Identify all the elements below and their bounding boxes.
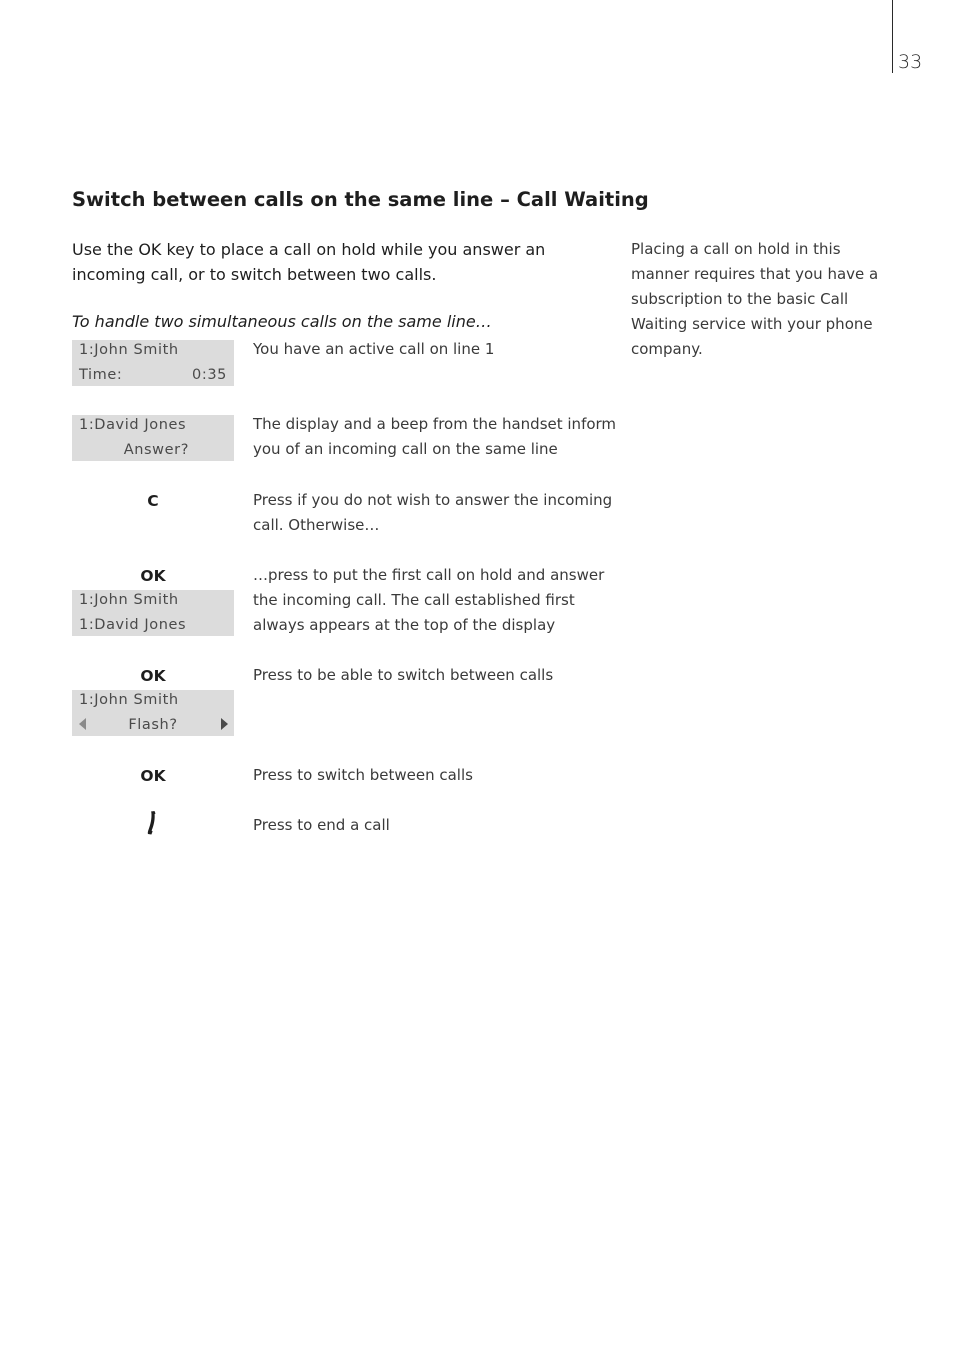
procedure-subheading: To handle two simultaneous calls on the same line… bbox=[72, 312, 492, 331]
step-description: …press to put the first call on hold and answer the incoming call. The call established first always appears at the top of the display bbox=[253, 566, 605, 634]
step-description: Press to end a call bbox=[253, 816, 390, 834]
display-line-1: 1:David Jones bbox=[79, 417, 187, 433]
step-description: You have an active call on line 1 bbox=[253, 340, 495, 358]
step-description: Press to switch between calls bbox=[253, 766, 473, 784]
step-description: The display and a beep from the handset inform you of an incoming call on the same line bbox=[253, 415, 617, 458]
ok-key-label: OK bbox=[140, 767, 166, 785]
page-number: 33 bbox=[898, 51, 923, 73]
c-key-label: C bbox=[147, 492, 159, 510]
handset-display bbox=[72, 415, 234, 461]
ok-key-label: OK bbox=[140, 567, 166, 585]
display-line-2: Flash? bbox=[128, 717, 178, 733]
phone-handset-icon bbox=[145, 810, 161, 836]
display-line-2: Answer? bbox=[123, 442, 189, 458]
handset-display bbox=[72, 690, 234, 736]
step-description: Press to be able to switch between calls bbox=[253, 666, 554, 684]
display-line-2: 1:David Jones bbox=[79, 617, 187, 633]
right-arrow-icon bbox=[221, 718, 228, 730]
handset-display bbox=[72, 590, 234, 636]
step-description: Press if you do not wish to answer the incoming call. Otherwise… bbox=[253, 491, 613, 534]
display-line-1: 1:John Smith bbox=[79, 342, 179, 358]
side-note: Placing a call on hold in this manner requires that you have a subscription to the basic Call Waiting service with your phone company. bbox=[631, 240, 879, 358]
intro-text: Use the OK key to place a call on hold while you answer an incoming call, or to switch between two calls. bbox=[72, 240, 546, 284]
ok-key-label: OK bbox=[140, 667, 166, 685]
display-time-label: Time: bbox=[79, 367, 123, 383]
handset-display bbox=[72, 340, 234, 386]
page-margin-rule bbox=[892, 0, 893, 73]
display-line-1: 1:John Smith bbox=[79, 692, 179, 708]
display-line-2 bbox=[79, 363, 227, 388]
section-title: Switch between calls on the same line – Call Waiting bbox=[72, 188, 649, 211]
display-line-1: 1:John Smith bbox=[79, 592, 179, 608]
display-time-value: 0:35 bbox=[192, 367, 227, 383]
